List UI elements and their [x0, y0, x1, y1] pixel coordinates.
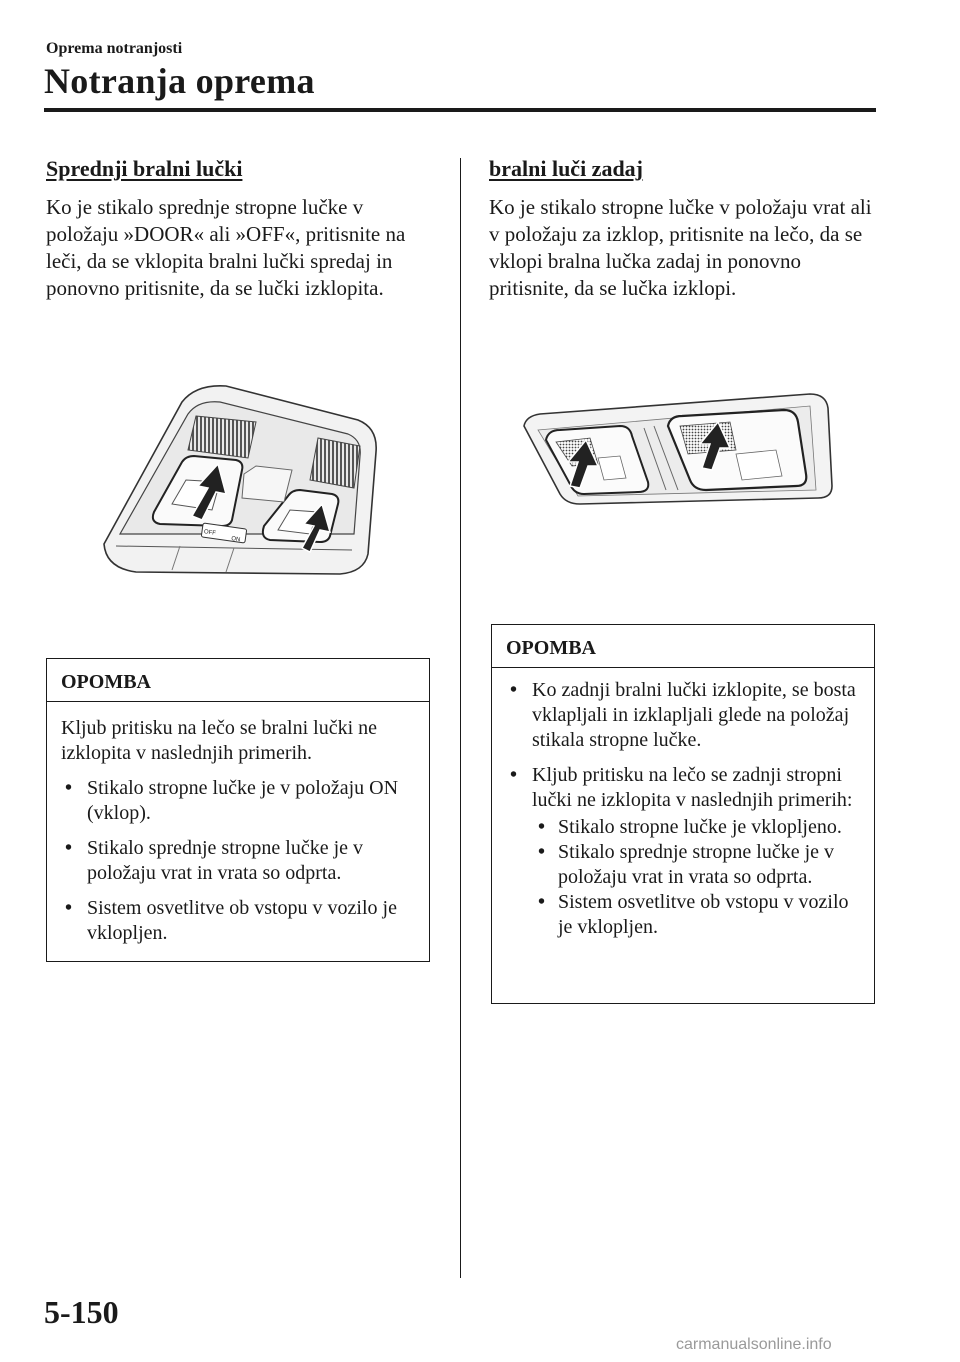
section-label: Oprema notranjosti	[46, 40, 183, 57]
page-number: 5-150	[44, 1294, 119, 1330]
note-list	[61, 776, 417, 946]
list-item-text: Kljub pritisku na lečo se zadnji stropni lučki ne izklopita v naslednjih primerih:	[532, 764, 853, 811]
rear-lights-svg	[520, 386, 850, 516]
sublist-item: • Stikalo stropne lučke je vklopljeno.	[532, 815, 862, 840]
list-item: • Stikalo sprednje stropne lučke je v položaju vrat in vrata so odprta.	[61, 836, 417, 886]
front-console-illustration	[96, 376, 396, 586]
switch-off-label: OFF	[203, 529, 217, 537]
page-title: Notranja oprema	[44, 61, 315, 101]
rear-reading-lights-text: Ko je stikalo stropne lučke v položaju vrat ali v položaju za izklop, pritisnite na lečo, da se vklopi bralna lučka zadaj in ponovno pritisnite, da se lučka izklopi.	[489, 195, 872, 300]
list-item	[506, 763, 862, 940]
list-item: • Sistem osvetlitve ob vstopu v vozilo je vklopljen.	[61, 896, 417, 946]
rear-lights-note	[491, 624, 875, 1004]
note-list	[506, 678, 862, 940]
sublist-item: • Sistem osvetlitve ob vstopu v vozilo je vklopljen.	[532, 890, 862, 940]
note-title: OPOMBA	[47, 659, 429, 702]
front-lights-note	[46, 658, 430, 962]
note-title: OPOMBA	[492, 625, 874, 668]
column-divider	[460, 158, 461, 1278]
list-item: • Ko zadnji bralni lučki izklopite, se bosta vklapljali in izklapljali glede na položaj stikala stropne lučke.	[506, 678, 862, 753]
switch-on-label: ON	[230, 536, 241, 544]
front-reading-lights-heading: Sprednji bralni lučki	[46, 156, 243, 181]
rear-lights-illustration	[520, 386, 850, 516]
front-reading-lights-text: Ko je stikalo sprednje stropne lučke v položaju »DOOR« ali »OFF«, pritisnite na leči, da se vklopita bralni lučki spredaj in ponovno pritisnite, da se lučki izklopita.	[46, 195, 406, 300]
note-sublist	[532, 815, 862, 940]
header-rule	[44, 108, 876, 112]
list-item: • Stikalo stropne lučke je v položaju ON (vklop).	[61, 776, 417, 826]
right-column	[489, 156, 877, 302]
note-intro: Kljub pritisku na lečo se bralni lučki ne izklopita v naslednjih primerih.	[61, 717, 378, 764]
sublist-item: • Stikalo sprednje stropne lučke je v položaju vrat in vrata so odprta.	[532, 840, 862, 890]
rear-reading-lights-heading: bralni luči zadaj	[489, 156, 644, 181]
left-column	[46, 156, 434, 302]
watermark: carmanualsonline.info	[676, 1336, 832, 1353]
front-console-svg	[96, 376, 396, 586]
note-body	[47, 702, 429, 946]
note-body	[492, 668, 874, 940]
